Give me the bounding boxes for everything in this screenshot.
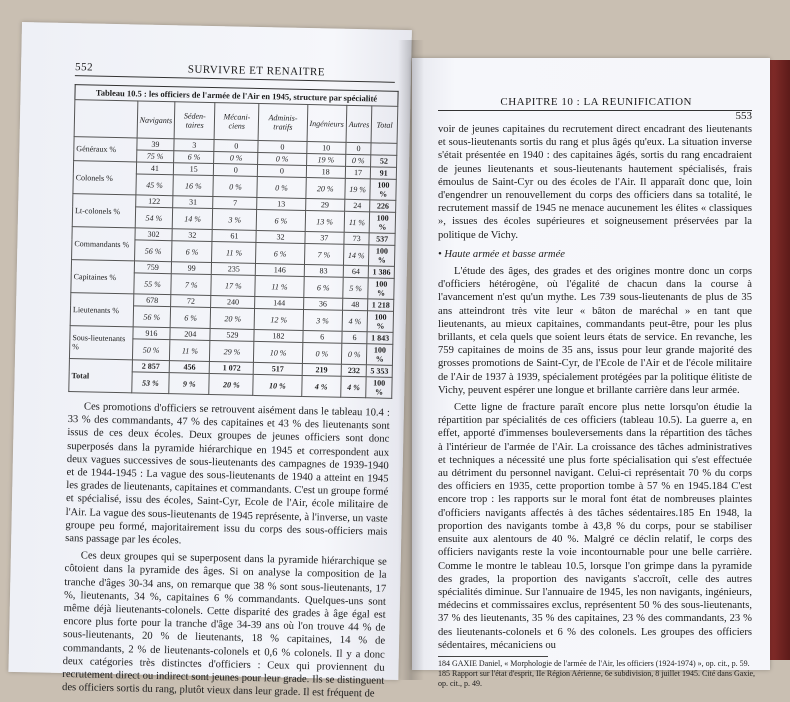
paragraph: Ces promotions d'officiers se retrouvent aisément dans le tableau 10.4 : 33 % des commandants, 47 % des capitaines et 43 % des lieutenants sont issus de ces deux écoles. Deux groupes de jeunes officiers sont donc superposés dans la pyramide hiérarchique en 1945 et correspondent aux deux vagues successives de sous-lieutenants des campagnes de 1939-1940 et de 1944-1945 : La vague des sous-lieutenants de 1940 a atteint en 1945 les grades de lieutenants, capitaines et commandants. C'est un groupe formé et spécialisé, issu des écoles, Saint-Cyr, Ecole de l'Air, école militaire de l'Air. La vague des sous-lieutenants de 1945 représente, à l'inverse, un vaste groupe peu formé, majoritairement issu du corps des sous-officiers mais sans passage par les écoles.: [65, 401, 391, 547]
table-cell: 20 %: [209, 374, 253, 396]
table-cell: 100 %: [367, 344, 393, 366]
table-cell: 302: [135, 228, 173, 241]
table-cell: 36: [303, 297, 342, 310]
table-cell: 17: [345, 166, 371, 179]
table-cell: 6 %: [172, 241, 213, 263]
table-cell: 3: [174, 139, 214, 152]
table-cell: 18: [306, 165, 345, 178]
table-cell: 6 %: [303, 276, 343, 298]
table-cell: 20 %: [211, 308, 255, 330]
table-cell: 55 %: [134, 273, 172, 295]
table-cell: 100 %: [366, 377, 392, 399]
book-spine: [398, 40, 424, 680]
table-cell: 240: [211, 296, 255, 309]
left-page-number: 552: [74, 61, 94, 74]
table-cell: 14 %: [172, 208, 213, 230]
table-cell: 5 353: [367, 365, 393, 378]
table-cell: 6 %: [256, 242, 305, 264]
table-cell: 6 %: [257, 209, 306, 231]
table-cell: 11 %: [170, 340, 211, 362]
table-cell: 99: [171, 262, 211, 275]
table-cell: 0 %: [302, 342, 342, 364]
table-cell: 73: [344, 232, 370, 245]
table-cell: 11 %: [344, 211, 370, 233]
table-header-cell: Navigants: [137, 101, 175, 139]
table-cell: 24: [344, 199, 370, 212]
table-cell: 0 %: [257, 176, 306, 198]
table-cell: 19 %: [345, 178, 371, 200]
table-cell: 0 %: [213, 176, 257, 198]
right-page: [412, 58, 770, 688]
left-page-header: [75, 61, 395, 83]
table-cell: 678: [133, 294, 171, 307]
table-cell: 146: [256, 263, 304, 276]
table-header-cell: Autres: [346, 105, 372, 143]
table-cell: 39: [137, 138, 175, 151]
table-cell: 100 %: [368, 311, 394, 333]
table-row-label: Lt-colonels %: [72, 194, 135, 228]
table-cell: 7 %: [171, 274, 212, 296]
paragraph: voir de jeunes capitaines du recrutement direct encadrant des lieutenants et sous-lieutenants sortis du rang et plus âgés qu'eux. La situation inverse s'était présentée en 1940 : des capitaines âgés, sortis du rang encadraient de jeunes lieutenants et sous-lieutenants hautement spécialisés, frais émoulus de Saint-Cyr ou des écoles de l'Air. Il apparaît donc que, loin d'engendrer un renouvellement du corps des officiers dans sa totalité, le recrutement massif de 1945 ne menace aucunement les élites « classiques », issues des écoles supérieures et soigneusement préservées par la politique de Vichy.: [438, 124, 752, 241]
table-cell: 16 %: [173, 175, 214, 197]
table-cell: 916: [133, 327, 171, 340]
table-cell: 0 %: [258, 152, 306, 165]
table-cell: 15: [174, 163, 214, 176]
table-row-label: Généraux %: [74, 137, 137, 162]
table-cell: 13 %: [305, 210, 345, 232]
table-cell: 517: [254, 362, 302, 375]
table-cell: 45 %: [136, 174, 174, 196]
table-cell: 3 %: [213, 209, 257, 231]
table-cell: 100 %: [368, 278, 394, 300]
table-cell: 100 %: [370, 212, 396, 234]
paragraph: Ces deux groupes qui se superposent dans la pyramide hiérarchique se côtoient dans la pyramide des âges. Si on analyse la composition de la tranche d'âges 30-34 ans, on remarque que 38 % sont sous-lieutenants, 17 %, lieutenants, 34 %, capitaines 6 % commandants. Quelques-uns sont même déjà lieutenants-colonels. Cette disparité des grades à âge égal est encore plus forte pour la tranche d'âge 34-39 ans où l'on trouve 44 % de sous-lieutenants, 20 % de lieutenants, 18 % capitaines, 14 % de commandants, 2 % de lieutenants-colonels et 0,6 % colonels. Il y a donc deux catégories très distinctes d'officiers : Ceux qui proviennent du recrutement direct ou indirect sont jeunes pour leur grade. Ils se distinguent des officiers sortis du rang, plutôt vieux dans leur grade. Il est fréquent de: [61, 550, 387, 700]
table-cell: 61: [212, 230, 256, 243]
table-cell: 4 %: [341, 376, 367, 398]
table-cell: 12 %: [254, 308, 303, 330]
table-header-cell: Ingénieurs: [307, 104, 347, 142]
table-header-cell: Séden-taires: [174, 102, 215, 140]
table-cell: 91: [371, 167, 397, 180]
table-cell: 20 %: [305, 177, 345, 199]
table-cell: 456: [169, 361, 209, 374]
table-cell: 219: [302, 363, 341, 376]
table-row-label: Sous-lieutenants %: [69, 326, 132, 360]
book-cover-edge: [768, 60, 790, 660]
table-cell: 10 %: [253, 374, 302, 396]
table-cell: 41: [136, 162, 174, 175]
table-cell: 50 %: [132, 339, 170, 361]
table-row-label: Total: [69, 359, 132, 393]
table-cell: 6 %: [174, 151, 214, 164]
footnote: 184 GAXIE Daniel, « Morphologie de l'armée de l'Air, les officiers (1924-1974) », op. cit., p. 59.: [438, 658, 750, 668]
table-cell: 1 072: [210, 362, 254, 375]
table-row-label: Colonels %: [73, 161, 136, 195]
table-cell: 48: [342, 298, 368, 311]
table-cell: 53 %: [131, 372, 169, 394]
table-cell: 759: [134, 261, 172, 274]
table-cell: 11 %: [255, 275, 304, 297]
table-cell: 5 %: [343, 277, 369, 299]
left-page: [8, 22, 412, 700]
table-cell: 0 %: [345, 154, 371, 167]
footnote: 185 Rapport sur l'état d'esprit, IIe Région Aérienne, 6e subdivision, 8 juillet 1945. Cité dans Gaxie, op. cit., p. 49.: [438, 668, 756, 688]
table-cell: 6: [342, 331, 368, 344]
table-caption: Tableau 10.5 : les officiers de l'armée de l'Air en 1945, structure par spécialité: [74, 84, 398, 106]
table-cell: 1 218: [368, 299, 394, 312]
table-cell: 10: [306, 141, 345, 154]
table-cell: 72: [171, 295, 211, 308]
table-cell: 52: [371, 155, 397, 168]
table-cell: 100 %: [370, 179, 396, 201]
table-cell: 14 %: [343, 244, 369, 266]
table-cell: 122: [135, 195, 173, 208]
specialty-table: [68, 84, 398, 399]
table-cell: 32: [172, 229, 212, 242]
left-body-text: [62, 400, 390, 701]
table-cell: 19 %: [306, 153, 345, 166]
table-cell: 17 %: [211, 275, 255, 297]
table-cell: 31: [173, 196, 213, 209]
table-header-cell: Adminis-tratifs: [258, 103, 307, 141]
table-cell: 83: [304, 264, 343, 277]
table-cell: 2 857: [132, 360, 170, 373]
right-page-header: [438, 96, 752, 111]
right-body-text: [438, 123, 752, 652]
table-cell: 29 %: [210, 341, 254, 363]
table-cell: 1 386: [369, 266, 395, 279]
table-cell: 0: [214, 164, 258, 177]
table-header-cell: [74, 100, 137, 138]
table-row-label: Commandants %: [72, 227, 135, 261]
table-cell: 29: [305, 198, 344, 211]
table-cell: 54 %: [135, 207, 173, 229]
table-cell: 204: [170, 328, 210, 341]
table-cell: 529: [210, 329, 254, 342]
table-row-label: Capitaines %: [71, 260, 134, 294]
table-cell: 0 %: [341, 343, 367, 365]
table-cell: 64: [343, 265, 369, 278]
table-cell: 232: [341, 364, 367, 377]
table-cell: 0: [346, 142, 372, 155]
left-running-head: SURVIVRE ET RENAITRE: [187, 63, 326, 79]
table-cell: 4 %: [301, 375, 341, 397]
table-cell: 0 %: [214, 152, 258, 165]
table-cell: 11 %: [212, 242, 256, 264]
table-cell: [371, 143, 397, 156]
paragraph: Cette ligne de fracture paraît encore plus nette lorsqu'on étudie la répartition par spécialités de ces officiers (tableau 10.5). La guerre a, en effet, apporté d'immenses bouleversements dans la répartition des tâches à l'intérieur de l'armée de l'Air. La croissance des tâches administratives et techniques a nécessité une plus forte spécialisation qui s'est effectuée au détriment du personnel navigant. Celui-ci représentait 70 % du corps des officiers en 1935, cette proportion tombe à 57 % en 1945.184 C'est encore trop : les rapports sur le moral font état de nombreuses plaintes d'officiers navigants affectés à des tâches sédentaires.185 En 1948, la proportion des navigants tombe à 43,8 % du corps, pour se stabiliser ensuite aux alentours de 40 %. Malgré ce déclin relatif, le corps des officiers navigants reste la voie incontournable pour une belle carrière. Comme le montre le tableau 10.5, lorsque l'on grimpe dans la pyramide des grades, la proportion des navigants s'accroît, celle des autres spécialités diminue. Sur l'annuaire de 1945, les non navigants, ingénieurs, médecins et commissaires exclus, représentent 50 % des sous-lieutenants, 37 % des lieutenants, 35 % des capitaines, 23 % des commandants, 23 % des lieutenants-colonels et 6 % des colonels. Les groupes des officiers sédentaires, mécaniciens ou: [438, 402, 752, 651]
table-cell: 56 %: [133, 306, 171, 328]
table-cell: 235: [212, 263, 256, 276]
right-running-head: CHAPITRE 10 : LA REUNIFICATION: [500, 96, 692, 108]
table-header-cell: Mécani-ciens: [214, 103, 259, 141]
table-cell: 4 %: [342, 310, 368, 332]
table-cell: 6 %: [170, 307, 211, 329]
table-cell: 182: [254, 329, 302, 342]
table-cell: 37: [305, 231, 344, 244]
table-cell: 32: [256, 230, 304, 243]
table-cell: 3 %: [303, 309, 343, 331]
table-cell: 7: [213, 197, 257, 210]
table-cell: 537: [369, 233, 395, 246]
table-cell: 7 %: [304, 243, 344, 265]
table-cell: 0: [258, 164, 306, 177]
table-row-label: Lieutenants %: [70, 293, 133, 327]
paragraph: L'étude des âges, des grades et des origines montre donc un corps d'officiers hétérogène, où l'égalité de chacun dans la course à l'avancement n'est qu'un mythe. Les 739 sous-lieutenants de plus de 35 ans atteindront très vite leur « bâton de maréchal » en tant que lieutenants, au mieux capitaines, commandants peut-être, pour les plus brillants, et cela quels que soient leurs états de service. En revanche, les 759 capitaines de moins de 35 ans, issus pour leur grande majorité des grosses promotions de Saint-Cyr, de l'Ecole de l'Air et de l'école militaire de l'Air de 1937 à 1939, spécialement protégées par la politique élitiste de Vichy, peuvent espérer une longue et brillante carrière dans leur armée.: [438, 266, 752, 396]
table-cell: 9 %: [169, 373, 210, 395]
table-cell: 0: [214, 140, 258, 153]
table-cell: 100 %: [369, 245, 395, 267]
table-cell: 226: [370, 200, 396, 213]
table-cell: 144: [255, 296, 303, 309]
footnotes: [438, 656, 756, 689]
table-cell: 13: [257, 197, 305, 210]
section-title: • Haute armée et basse armée: [438, 248, 565, 260]
table-cell: 75 %: [136, 150, 174, 163]
table-cell: 56 %: [134, 240, 172, 262]
table-cell: 10 %: [254, 341, 303, 363]
right-page-number: 553: [735, 110, 752, 122]
table-cell: 6: [302, 330, 341, 343]
table-cell: 0: [258, 140, 306, 153]
table-header-cell: Total: [371, 106, 397, 144]
table-cell: 1 843: [367, 332, 393, 345]
